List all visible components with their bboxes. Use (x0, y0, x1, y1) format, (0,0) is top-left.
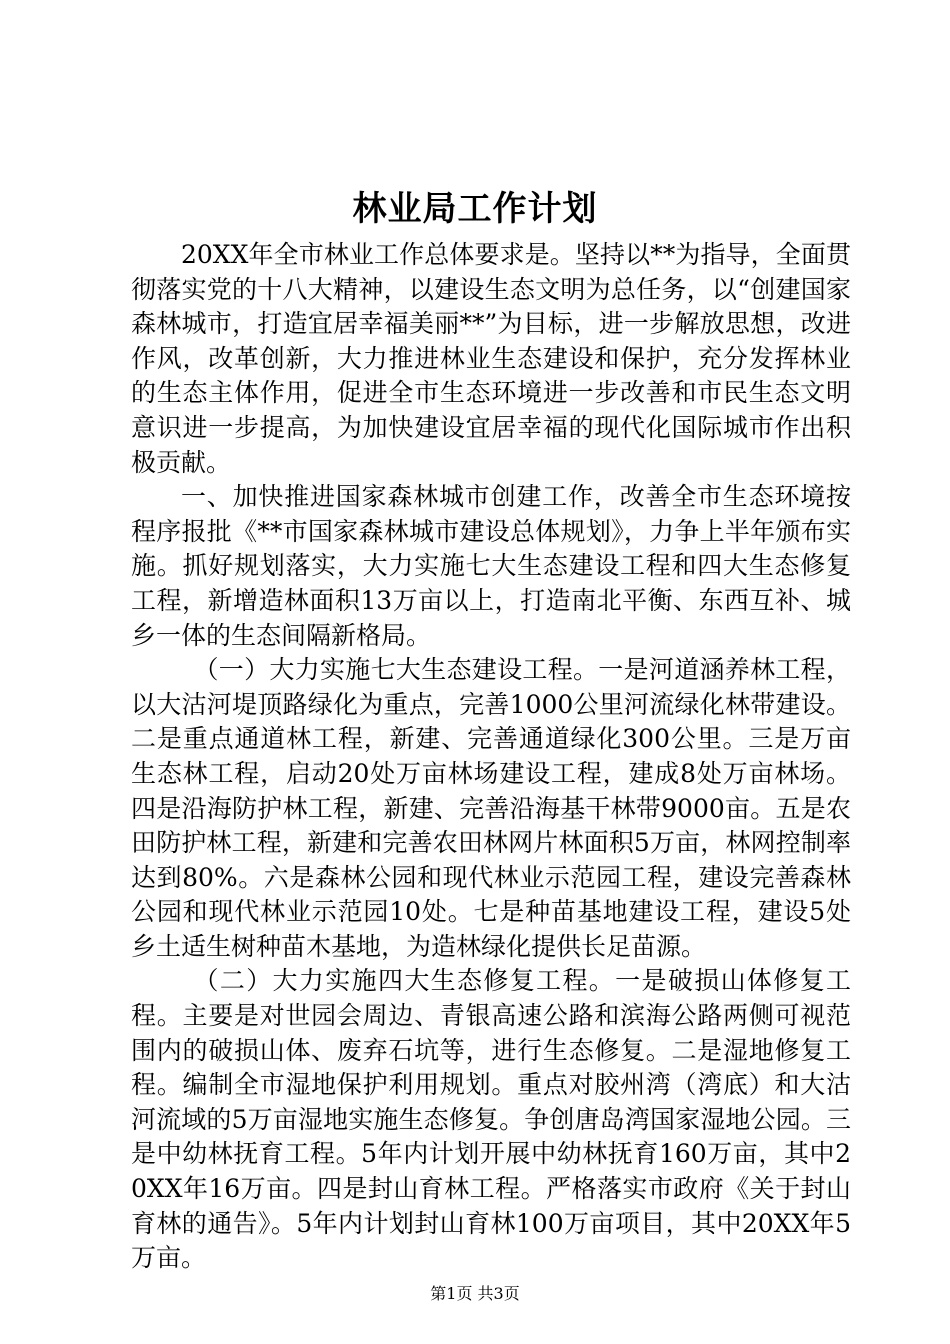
subsection-two-paragraph: （二）大力实施四大生态修复工程。一是破损山体修复工程。主要是对世园会周边、青银高速公路和滨海公路两侧可视范围内的破损山体、废弃石坑等，进行生态修复。二是湿地修复工程。编制全市湿地保护利用规划。重点对胶州湾（湾底）和大沽河流域的5万亩湿地实施生态修复。争创唐岛湾国家湿地公园。三是中幼林抚育工程。5年内计划开展中幼林抚育160万亩，其中20XX年16万亩。四是封山育林工程。严格落实市政府《关于封山育林的通告》。5年内计划封山育林100万亩项目，其中20XX年5万亩。 (131, 966, 851, 1273)
section-one-paragraph: 一、加快推进国家森林城市创建工作，改善全市生态环境按程序报批《**市国家森林城市建设总体规划》，力争上半年颁布实施。抓好规划落实，大力实施七大生态建设工程和四大生态修复工程，新增造林面积13万亩以上，打造南北平衡、东西互补、城乡一体的生态间隔新格局。 (131, 482, 851, 650)
document-title: 林业局工作计划 (352, 189, 598, 229)
subsection-one-paragraph: （一）大力实施七大生态建设工程。一是河道涵养林工程，以大沽河堤顶路绿化为重点，完善1000公里河流绿化林带建设。二是重点通道林工程，新建、完善通道绿化300公里。三是万亩生态林工程，启动20处万亩林场建设工程，建成8处万亩林场。四是沿海防护林工程，新建、完善沿海基干林带9000亩。五是农田防护林工程，新建和完善农田林网片林面积5万亩，林网控制率达到80%。六是森林公园和现代林业示范园工程，建设完善森林公园和现代林业示范园10处。七是种苗基地建设工程，建设5处乡土适生树种苗木基地，为造林绿化提供长足苗源。 (131, 655, 851, 961)
intro-paragraph: 20XX年全市林业工作总体要求是。坚持以**为指导，全面贯彻落实党的十八大精神，以建设生态文明为总任务，以“创建国家森林城市，打造宜居幸福美丽**”为目标，进一步解放思想，改进作风，改革创新，大力推进林业生态建设和保护，充分发挥林业的生态主体作用，促进全市生态环境进一步改善和市民生态文明意识进一步提高，为加快建设宜居幸福的现代化国际城市作出积极贡献。 (131, 240, 851, 477)
page-number-footer: 第1页 共3页 (430, 1284, 520, 1303)
document-body (131, 238, 851, 1276)
